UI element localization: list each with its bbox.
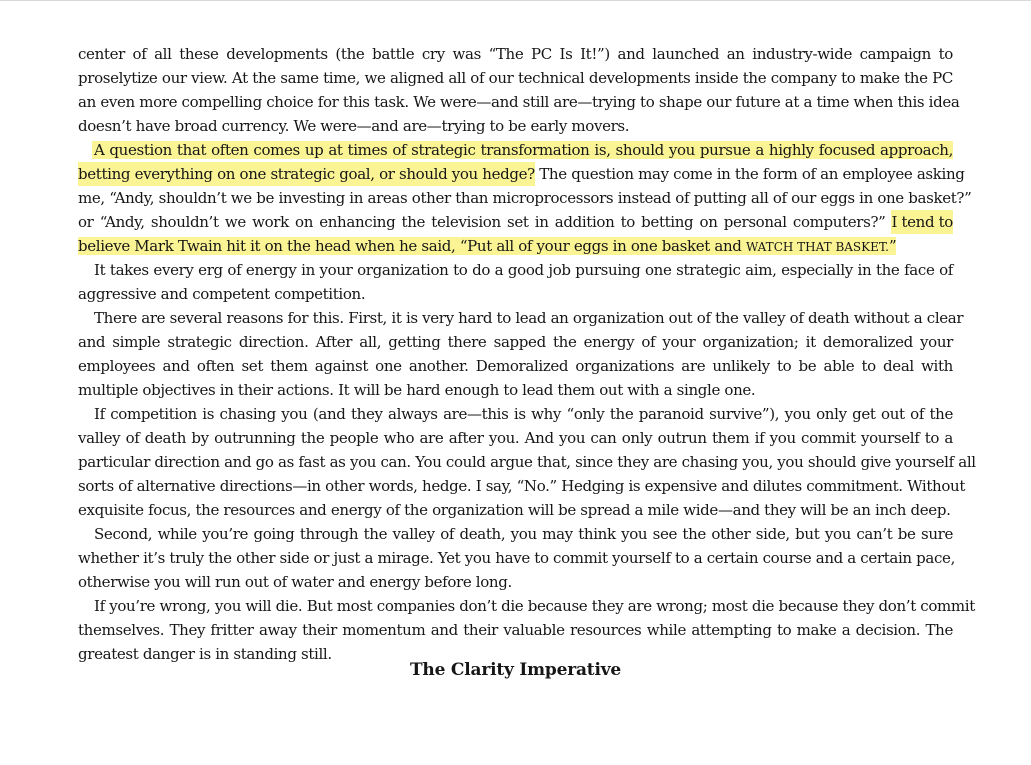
text-line: sorts of alternative directions—in other words, hedge. I say, “No.” Hedging is expensive and dilutes commitment. Without (78, 477, 966, 495)
text-line: me, “Andy, shouldn’t we be investing in areas other than microprocessors instead of putting all of our eggs in one basket?” (78, 189, 972, 207)
text-line: If you’re wrong, you will die. But most companies don’t die because they are wrong; most die because they don’t commit (94, 597, 975, 615)
text-line: There are several reasons for this. First, it is very hard to lead an organization out of the valley of death without a clear (94, 309, 964, 327)
text-line: doesn’t have broad currency. We were—and are—trying to be early movers. (78, 117, 630, 135)
highlighted-text-line (78, 234, 953, 258)
small-caps-text: WATCH THAT BASKET. (745, 240, 889, 254)
highlight-span: A question that often comes up at times of strategic transformation is, should you pursue a highly focused approach, (94, 141, 953, 159)
text-line: center of all these developments (the battle cry was “The PC Is It!”) and launched an industry-wide campaign to (78, 45, 953, 63)
text-line: greatest danger is in standing still. (78, 645, 332, 663)
highlight-text: believe Mark Twain hit it on the head when he said, “Put all of your eggs in one basket and (78, 237, 742, 255)
text-line: otherwise you will run out of water and energy before long. (78, 573, 512, 591)
highlight-span: betting everything on one strategic goal, or should you hedge? (78, 162, 535, 186)
text-line: particular direction and go as fast as you can. You could argue that, since they are chasing you, you should give yourself all (78, 453, 976, 471)
text-line: It takes every erg of energy in your organization to do a good job pursuing one strategic aim, especially in the face of (94, 261, 953, 279)
closing-quote: ” (888, 237, 897, 255)
top-border (0, 0, 1031, 1)
highlight-span (78, 237, 896, 255)
text-line: valley of death by outrunning the people who are after you. And you can only outrun them if you commit yourself to a (78, 429, 953, 447)
text-line: an even more compelling choice for this task. We were—and still are—trying to shape our future at a time when this idea (78, 93, 960, 111)
highlight-span: I tend to (891, 210, 953, 234)
text-line: employees and often set them against one another. Demoralized organizations are unlikely to be able to deal with (78, 357, 953, 375)
text-line: whether it’s truly the other side or just a mirage. Yet you have to commit yourself to a certain course and a certain pace, (78, 549, 955, 567)
text-line: proselytize our view. At the same time, we aligned all of our technical developments inside the company to make the PC (78, 69, 953, 87)
section-heading: The Clarity Imperative (409, 660, 622, 680)
text-line: aggressive and competent competition. (78, 285, 366, 303)
highlighted-text-line (78, 138, 953, 162)
text-span: or “Andy, shouldn’t we work on enhancing the television set in addition to betting on personal computers?” (78, 213, 886, 231)
text-line (78, 162, 965, 186)
text-line: multiple objectives in their actions. It will be hard enough to lead them out with a single one. (78, 381, 756, 399)
text-line: Second, while you’re going through the valley of death, you may think you see the other side, but you can’t be sure (94, 525, 953, 543)
text-line: themselves. They fritter away their momentum and their valuable resources while attempting to make a decision. The (78, 621, 953, 639)
text-line: exquisite focus, the resources and energy of the organization will be spread a mile wide—and they will be an inch deep. (78, 501, 951, 519)
text-line: and simple strategic direction. After all, getting there sapped the energy of your organization; it demoralized your (78, 333, 953, 351)
text-line: If competition is chasing you (and they always are—this is why “only the paranoid survive”), you only get out of the (94, 405, 953, 423)
text-span: The question may come in the form of an employee asking (534, 165, 965, 183)
text-line (78, 210, 953, 234)
